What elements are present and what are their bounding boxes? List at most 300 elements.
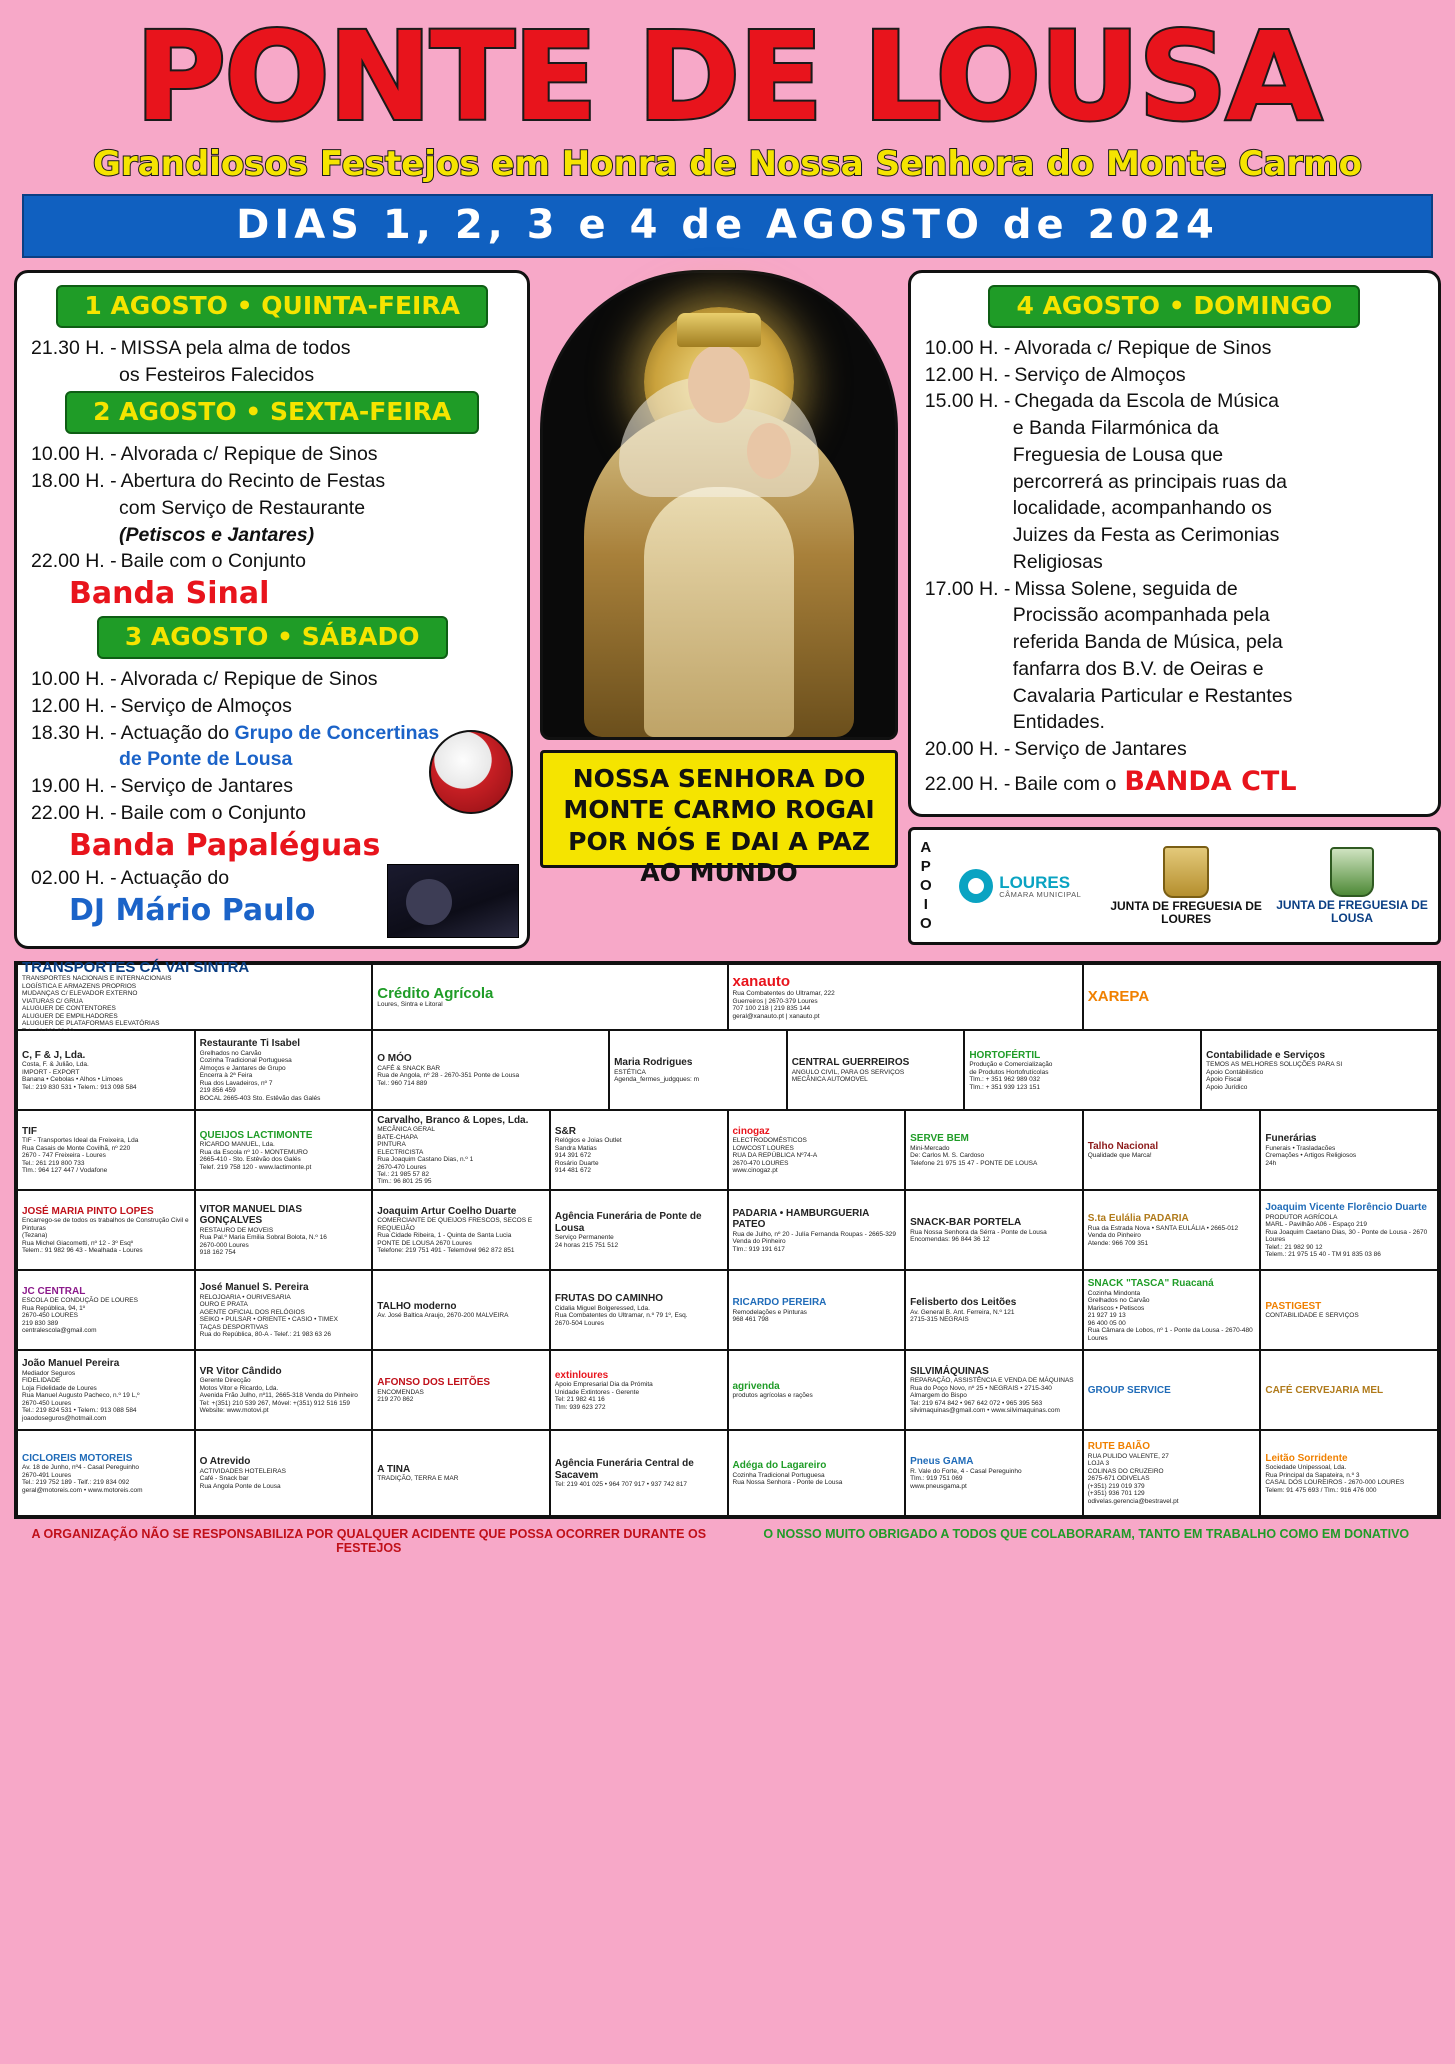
sponsor-ad: [729, 1191, 905, 1269]
sponsor-detail: Tlm.: 96 801 25 95: [377, 1178, 432, 1186]
sponsor-name: PADARIA • HAMBURGUERIA PATEO: [732, 1207, 869, 1231]
sponsor-detail: MARL - Pavilhão A06 - Espaço 219: [1265, 1221, 1368, 1229]
sponsor-detail: Rua dos Lavadeiros, nº 7: [199, 1079, 273, 1087]
sponsor-detail: MUDANÇAS C/ ELEVADOR EXTERNO: [22, 990, 138, 998]
sponsor-ad: [551, 1351, 727, 1429]
sponsor-ad: [196, 1111, 372, 1189]
sponsor-ad: [1084, 1431, 1260, 1515]
event-desc: MISSA pela alma de todos: [120, 337, 351, 359]
sponsor-detail: Mariscos • Petiscos: [1087, 1304, 1145, 1312]
event-desc: localidade, acompanhando os: [1012, 497, 1272, 520]
sponsor-detail: Av. General B. Ant. Ferreira, N.º 121: [910, 1308, 1015, 1316]
event-time: [925, 443, 1009, 469]
sponsor-detail: 219 830 389: [22, 1319, 59, 1327]
sponsor-detail: Rua Angola Ponte de Lousa: [199, 1482, 281, 1490]
program-right-column: [908, 270, 1441, 945]
sponsor-ad: [18, 1111, 194, 1189]
sponsor-detail: R. Vale do Forte, 4 - Casal Pereguinho: [910, 1467, 1022, 1475]
event-time: 20.00 H. -: [924, 738, 1011, 761]
sponsor-detail: ANGULO CIVIL, PARA OS SERVIÇOS: [791, 1068, 905, 1076]
sponsor-detail: Telem.: 91 982 96 43 - Mealhada - Loures: [22, 1247, 143, 1255]
event-item: [31, 801, 513, 827]
sponsor-ad: [18, 1271, 194, 1349]
sponsor-detail: Telem.: 21 975 15 40 - TM 91 835 03 86: [1265, 1250, 1381, 1258]
apoio-junta-loures: [1108, 846, 1264, 928]
sponsor-detail: Tel: 219 401 025 • 964 707 917 • 937 742 817: [554, 1481, 688, 1489]
sponsor-ad: [1084, 1351, 1260, 1429]
face-shape: [688, 345, 750, 423]
sponsor-name: RICARDO PEREIRA: [732, 1297, 827, 1309]
program-section: [14, 270, 1441, 949]
event-item: [925, 577, 1424, 603]
sponsor-detail: 24h: [1265, 1159, 1277, 1167]
event-time: [925, 416, 1009, 442]
dj-photo: [387, 864, 519, 938]
day-heading-3: 3 AGOSTO • SÁBADO: [97, 616, 448, 659]
sponsor-name: João Manuel Pereira: [22, 1358, 120, 1370]
sponsor-detail: (+351) 219 019 379: [1087, 1482, 1145, 1490]
event-item: [925, 710, 1424, 736]
footer-notes: [14, 1525, 1441, 1557]
sponsor-ad: [729, 1271, 905, 1349]
event-desc: Freguesia de Lousa que: [1012, 443, 1224, 466]
sponsor-detail: RUA DA REPÚBLICA Nº74-A: [732, 1152, 818, 1160]
event-desc: Alvorada c/ Repique de Sinos: [120, 668, 378, 691]
sponsor-detail: RUA PULIDO VALENTE, 27: [1087, 1452, 1169, 1460]
sponsor-detail: 96 400 05 00: [1087, 1319, 1126, 1327]
sponsor-name: Adéga do Lagareiro: [732, 1460, 827, 1472]
sponsor-name: TRANSPORTES CÁ VAI SINTRA: [22, 958, 250, 976]
sponsor-ad: [551, 1191, 727, 1269]
prayer-text: NOSSA SENHORA DO MONTE CARMO ROGAI POR NÓS E DAI A PAZ AO MUNDO: [540, 750, 897, 868]
sponsor-ad: [965, 1031, 1200, 1109]
sponsor-detail: Encomendas: 96 844 36 12: [910, 1236, 990, 1244]
sponsor-name: JC CENTRAL: [22, 1285, 86, 1297]
event-item: [31, 469, 513, 495]
sponsor-detail: COLINAS DO CRUZEIRO: [1087, 1467, 1164, 1475]
sponsor-ad: [18, 1031, 194, 1109]
sponsor-name: FRUTAS DO CAMINHO: [554, 1293, 664, 1305]
sponsor-detail: CONTABILIDADE E SERVIÇOS: [1265, 1312, 1359, 1320]
sponsor-detail: Unidade Extintores - Gerente: [554, 1388, 640, 1396]
sponsor-detail: Tel: 21 982 41 16: [554, 1396, 605, 1404]
sponsor-ad: [551, 1431, 727, 1515]
sponsor-ad: [906, 1431, 1082, 1515]
sponsor-detail: Tlm: 939 623 272: [554, 1403, 606, 1411]
sponsor-detail: Cozinha Mindonta: [1087, 1289, 1141, 1297]
sponsor-detail: joaodoseguros@hotmail.com: [22, 1414, 107, 1422]
event-desc: Abertura do Recinto de Festas: [120, 470, 386, 493]
event-item: [925, 416, 1424, 442]
sponsor-name: VR Vitor Cândido: [199, 1365, 282, 1377]
sponsor-detail: Rua Manuel Augusto Pacheco, n.º 19 L,º: [22, 1392, 140, 1400]
sponsor-name: Talho Nacional: [1087, 1140, 1159, 1152]
sponsor-detail: 968 461 798: [732, 1316, 769, 1324]
sponsor-detail: Tel.: 219 752 189 - Telf.: 219 834 092: [22, 1479, 130, 1487]
sponsor-name: SNACK "TASCA" Ruacaná: [1087, 1278, 1214, 1290]
apoio-entity-name: JUNTA DE FREGUESIA DE LOUSA: [1276, 897, 1428, 926]
sponsor-name: GROUP SERVICE: [1087, 1384, 1171, 1396]
sponsor-detail: Mediador Seguros: [22, 1369, 76, 1377]
event-desc: Alvorada c/ Repique de Sinos: [1014, 337, 1272, 359]
apoio-loures: [942, 869, 1098, 903]
sponsor-detail: Loures, Sintra e Litoral: [377, 1001, 443, 1009]
sponsor-detail: RESTAURO DE MOVEIS: [199, 1226, 274, 1234]
sponsor-name: agrivenda: [732, 1380, 780, 1392]
sponsor-ad: [196, 1431, 372, 1515]
sponsor-name: extinloures: [554, 1369, 609, 1381]
sponsor-detail: Telef. 219 758 120 - www.lactimonte.pt: [199, 1163, 312, 1171]
event-item: [31, 523, 513, 549]
event-time: [925, 684, 1009, 710]
event-item: [925, 737, 1424, 763]
sponsor-name: VITOR MANUEL DIAS GONÇALVES: [199, 1203, 303, 1227]
sponsor-detail: Loja Fidelidade de Loures: [22, 1384, 97, 1392]
event-desc: fanfarra dos B.V. de Oeiras e: [1012, 657, 1264, 680]
sponsor-detail: LOJA 3: [1087, 1460, 1110, 1468]
sponsor-name: QUEIJOS LACTIMONTE: [199, 1129, 313, 1141]
event-item: [925, 389, 1424, 415]
event-desc: Chegada da Escola de Música: [1014, 390, 1279, 413]
apoio-bar: [908, 827, 1441, 945]
sponsor-detail: Rua Combatentes do Ultramar, n.º 79 1º, Esq.: [554, 1312, 688, 1320]
sponsor-detail: Funerais • Trasladacões: [1265, 1144, 1336, 1152]
apoio-entity-sub: CÂMARA MUNICIPAL: [999, 890, 1082, 900]
event-time: 10.00 H. -: [31, 668, 117, 691]
sponsor-detail: Rua Combatentes do Ultramar, 222: [732, 990, 835, 998]
event-item: [31, 496, 513, 522]
sponsor-name: CENTRAL GUERREIROS: [791, 1057, 910, 1069]
sponsor-ad: [373, 1351, 549, 1429]
event-time: 15.00 H. -: [924, 390, 1011, 413]
event-desc: Procissão acompanhada pela: [1012, 604, 1270, 627]
sponsor-name: JOSÉ MARIA PINTO LOPES: [22, 1205, 154, 1217]
sponsor-name: Contabilidade e Serviços: [1206, 1049, 1326, 1061]
sponsor-detail: Telef.: 21 982 90 12: [1265, 1243, 1323, 1251]
event-desc: os Festeiros Falecidos: [119, 363, 315, 386]
event-item: [31, 336, 513, 362]
sponsor-detail: Telem: 91 475 693 / Tlm.: 916 476 000: [1265, 1486, 1377, 1494]
sponsor-detail: Apoio Jurídico: [1206, 1083, 1248, 1091]
sponsor-ad: [1202, 1031, 1437, 1109]
sponsor-detail: Rua do Poço Novo, nº 25 • NEGRAIS • 2715-340 Almargem do Bispo: [910, 1384, 1052, 1400]
sponsor-detail: TRANSPORTES NACIONAIS E INTERNACIONAIS: [22, 975, 172, 983]
sponsor-detail: Cozinha Tradicional Portuguesa: [732, 1471, 825, 1479]
sponsor-detail: Relógios e Joias Outlet: [554, 1137, 622, 1145]
sponsor-detail: 918 162 754: [199, 1249, 236, 1257]
sponsor-ad: [1261, 1191, 1437, 1269]
event-desc: Serviço de Jantares: [1014, 738, 1187, 761]
event-item: [31, 694, 513, 720]
sponsor-detail: Rua Joaquim Castano Dias, n.º 1: [377, 1156, 474, 1164]
sponsor-detail: 2675-671 ODIVELAS: [1087, 1475, 1150, 1483]
event-time: [925, 710, 1009, 736]
event-time: 18.00 H. -: [31, 470, 117, 493]
sponsor-name: Agência Funerária de Ponte de Lousa: [554, 1211, 702, 1234]
sponsor-ad: [373, 965, 726, 1029]
sponsor-ad: [373, 1031, 608, 1109]
sponsor-detail: produtos agrícolas e rações: [732, 1392, 813, 1400]
sponsor-detail: Rua Joaquim Caetano Dias, 30 - Ponte de Lousa - 2670 Loures: [1265, 1228, 1428, 1244]
sponsor-detail: 2670-000 Loures: [199, 1241, 249, 1249]
sponsor-name: Leitão Sorridente: [1265, 1452, 1348, 1464]
sponsor-detail: Agenda_fermes_judgques: m: [614, 1076, 699, 1084]
sponsor-detail: AGENTE OFICIAL DOS RELÓGIOS: [199, 1308, 305, 1316]
event-item: [925, 684, 1424, 710]
event-desc: Baile com o Conjunto: [120, 801, 306, 824]
sponsor-detail: RELOJOARIA • OURIVESARIA: [199, 1293, 291, 1301]
sponsor-detail: Tel: 219 674 842 • 967 642 072 • 965 395 563: [910, 1399, 1043, 1407]
sponsor-detail: TIF - Transportes Ideal da Freixeira, Lda: [22, 1137, 139, 1145]
sponsor-detail: Telefone: 219 751 491 - Telemóvel 962 872 851: [377, 1247, 515, 1255]
event-item: [925, 496, 1424, 522]
sponsor-detail: TEMOS AS MELHORES SOLUÇÕES PARA SI: [1206, 1061, 1343, 1069]
sponsor-ad: [196, 1191, 372, 1269]
sponsor-detail: Cozinha Tradicional Portuguesa: [199, 1057, 292, 1065]
sponsor-detail: silvimaquinas@gmail.com • www.silvimaquinas.com: [910, 1407, 1060, 1415]
event-item: [31, 667, 513, 693]
event-desc: Religiosas: [1012, 550, 1103, 573]
event-item: [31, 442, 513, 468]
sponsor-name: CICLOREIS MOTOREIS: [22, 1452, 133, 1464]
sponsor-detail: Tel.: 261 219 800 733: [22, 1159, 85, 1167]
sponsor-detail: Rua Câmara de Lobos, nº 1 - Ponte da Lousa - 2670-480 Loures: [1087, 1327, 1253, 1342]
sponsor-detail: Rua Nossa Senhora - Ponte de Lousa: [732, 1479, 843, 1487]
event-time: [925, 496, 1009, 522]
event-desc: Juizes da Festa as Cerimonias: [1012, 524, 1280, 547]
sponsor-detail: de Produtos Hortofrutícolas: [969, 1068, 1049, 1076]
day-heading-1: 1 AGOSTO • QUINTA-FEIRA: [56, 285, 488, 328]
sponsor-detail: 2670-491 Loures: [22, 1471, 72, 1479]
sponsor-detail: (Tezana): [22, 1232, 48, 1240]
event-time: 02.00 H. -: [31, 866, 117, 889]
sponsor-detail: De: Carlos M. S. Cardoso: [910, 1152, 985, 1160]
sponsor-name: Funerárias: [1265, 1133, 1317, 1145]
sponsor-detail: geral@motoreis.com • www.motoreis.com: [22, 1486, 143, 1494]
sponsor-detail: FIDELIDADE: [22, 1377, 61, 1385]
event-item: [925, 550, 1424, 576]
event-desc: Alvorada c/ Repique de Sinos: [120, 443, 378, 466]
event-item: [925, 630, 1424, 656]
event-time: 18.30 H. -: [31, 721, 117, 744]
sponsor-detail: Qualidade que Marca!: [1087, 1152, 1152, 1160]
sponsor-detail: 2670-470 Loures: [377, 1163, 427, 1171]
event-time: 19.00 H. -: [31, 775, 117, 798]
sponsor-detail: Apoio Contábilistico: [1206, 1068, 1264, 1076]
sponsor-detail: www.pneusgama.pt: [910, 1482, 967, 1490]
event-desc: Serviço de Jantares: [120, 775, 293, 798]
sponsor-detail: COMERCIANTE DE QUEIJOS FRESCOS, SECOS E REQUEIJÃO: [377, 1217, 533, 1232]
page-subtitle: Grandiosos Festejos em Honra de Nossa Senhora do Monte Carmo: [93, 144, 1362, 184]
sponsor-detail: ACTIVIDADES HOTELEIRAS: [199, 1467, 286, 1475]
sponsor-detail: 2670-450 Loures: [22, 1399, 72, 1407]
sponsor-detail: BOCAL 2665-403 Sto. Estêvão das Galés: [199, 1094, 321, 1102]
sponsor-detail: 24 horas 215 751 512: [554, 1241, 619, 1249]
sponsor-detail: ESCOLA DE CONDUÇÃO DE LOURES: [22, 1297, 138, 1305]
sponsor-detail: Tel.: 219 824 531 • Telem.: 913 088 584: [22, 1407, 137, 1415]
band-highlight-3: BANDA CTL: [1124, 765, 1297, 797]
band-highlight-2: Banda Papaléguas: [69, 827, 381, 863]
sponsor-name: O MÓO: [377, 1053, 412, 1065]
sponsor-detail: 219 856 459: [199, 1087, 236, 1095]
sponsor-detail: PRODUTOR AGRÍCOLA: [1265, 1213, 1338, 1221]
sponsor-detail: Motos Vitor e Ricardo, Lda.: [199, 1384, 279, 1392]
sponsor-name: PASTIGEST: [1265, 1300, 1322, 1312]
robe-inner-shape: [644, 487, 794, 737]
sponsor-ad: [729, 1431, 905, 1515]
sponsor-name: C, F & J, Lda.: [22, 1049, 86, 1061]
sponsor-name: cinogaz: [732, 1125, 770, 1137]
sponsor-ad: [906, 1111, 1082, 1189]
sponsor-detail: Av. 18 de Junho, nº4 - Casal Pereguinho: [22, 1464, 140, 1472]
event-time: 12.00 H. -: [31, 694, 117, 717]
sponsor-ad: [1084, 1191, 1260, 1269]
sponsor-detail: Serviço Permanente: [554, 1234, 614, 1242]
sponsor-detail: Mini-Mercado: [910, 1144, 950, 1152]
sponsor-detail: Café - Snack bar: [199, 1475, 249, 1483]
sponsor-ad: [18, 958, 371, 1029]
sponsor-detail: Rua Casais de Monte Covilhã, nº 220: [22, 1144, 131, 1152]
sponsor-detail: 2665-410 - Sto. Estêvão dos Galés: [199, 1156, 301, 1164]
sponsor-name: Joaquim Vicente Florêncio Duarte: [1265, 1202, 1427, 1214]
sponsor-detail: Website: www.motovi.pt: [199, 1407, 269, 1415]
sponsor-ad: [373, 1431, 549, 1515]
sponsor-detail: Rua Cidade Ribeira, 1 - Quinta de Santa Lucia: [377, 1232, 512, 1240]
sponsor-detail: SEIKO • PULSAR • ORIENTE • CASIO • TIMEX: [199, 1316, 338, 1324]
sponsor-name: HORTOFÉRTIL: [969, 1049, 1041, 1061]
sponsor-detail: Rua Nossa Senhora da Sérra - Ponte de Lousa: [910, 1228, 1047, 1236]
sponsor-detail: BATE-CHAPA: [377, 1133, 418, 1141]
loures-logo-icon: [959, 869, 993, 903]
sponsor-ad: [551, 1271, 727, 1349]
event-time: [925, 470, 1009, 496]
sponsor-ad: [18, 1351, 194, 1429]
sponsor-detail: IMPORT - EXPORT: [22, 1068, 80, 1076]
footer-thanks: O NOSSO MUITO OBRIGADO A TODOS QUE COLABORARAM, TANTO EM TRABALHO COMO EM DONATIVO: [763, 1527, 1410, 1542]
event-item: [925, 363, 1424, 389]
sponsor-detail: ALUGUER DE EMPILHADORES: [22, 1012, 118, 1020]
sponsor-name: O Atrevido: [199, 1456, 251, 1468]
sponsor-ad: [196, 1271, 372, 1349]
event-item: [925, 336, 1424, 362]
sponsor-detail: 219 270 862: [377, 1396, 414, 1404]
sponsor-name: A TINA: [377, 1463, 411, 1475]
event-desc: Baile com o Conjunto: [120, 550, 306, 573]
sponsor-detail: Encarrego-se de todos os trabalhos de Construção Civil e Pinturas: [22, 1217, 189, 1232]
apoio-entity-name: LOURES: [999, 873, 1071, 893]
sponsor-name: S&R: [554, 1125, 576, 1137]
sponsor-detail: Avenida Frão Julho, nº11, 2665-318 Venda do Pinheiro: [199, 1392, 358, 1400]
sponsor-detail: Tlm.: + 351 962 989 032: [969, 1076, 1040, 1084]
coat-of-arms-icon: [1163, 846, 1209, 898]
sponsor-detail: PONTE DE LOUSA 2670 Loures: [377, 1239, 472, 1247]
event-desc: percorrerá as principais ruas da: [1012, 470, 1287, 493]
event-time: 21.30 H. -: [31, 337, 117, 359]
sponsor-detail: 2670-450 LOURES: [22, 1312, 79, 1320]
sponsor-detail: Atende: 966 709 351: [1087, 1239, 1149, 1247]
sponsor-name: TIF: [22, 1125, 37, 1137]
event-desc: Actuação do: [120, 866, 230, 889]
event-item: [925, 603, 1424, 629]
saint-image: [540, 270, 897, 740]
child-figure: [747, 423, 791, 479]
sponsor-ad: [1261, 1431, 1437, 1515]
sponsor-detail: Sociedade Unipessoal, Lda.: [1265, 1464, 1347, 1472]
sponsor-name: Agência Funerária Central de Sacavem: [554, 1458, 694, 1481]
sponsor-detail: 707 100 218 | 219 835 144: [732, 1005, 811, 1013]
sponsor-detail: Rosário Duarte: [554, 1159, 599, 1167]
sponsor-detail: Cidalia Miguel Bolgeressed, Lda.: [554, 1304, 650, 1312]
sponsor-ad: [373, 1271, 549, 1349]
event-time: 22.00 H. -: [924, 772, 1011, 795]
sponsor-detail: 2670-470 LOURES: [732, 1159, 789, 1167]
sponsor-detail: geral@xanauto.pt | xanauto.pt: [732, 1012, 820, 1020]
sponsor-detail: Rua da Escola nº 10 - MONTEMURO: [199, 1148, 308, 1156]
event-item: [31, 549, 513, 575]
sponsor-name: XAREPA: [1087, 988, 1150, 1006]
sponsor-name: Maria Rodrigues: [614, 1057, 693, 1069]
sponsor-detail: Tlm.: 919 751 069: [910, 1475, 963, 1483]
program-middle-column: [540, 270, 897, 887]
dj-highlight: DJ Mário Paulo: [69, 893, 316, 929]
apoio-entity-name: JUNTA DE FREGUESIA DE LOURES: [1110, 898, 1262, 927]
sponsor-detail: ALUGUER DE PLATAFORMAS ELEVATÓRIAS: [22, 1020, 160, 1028]
sponsor-detail: Tel.: 21 985 57 82: [377, 1170, 429, 1178]
sponsor-ad: [18, 1191, 194, 1269]
sponsor-detail: Rua Principal da Sapateira, n.º 3: [1265, 1471, 1360, 1479]
poster: [0, 6, 1455, 2064]
sponsor-detail: 2670 - 747 Freixeira - Loures: [22, 1152, 106, 1160]
sponsor-name: Restaurante Ti Isabel: [199, 1038, 301, 1050]
event-time: [925, 630, 1009, 656]
sponsor-ad: [906, 1351, 1082, 1429]
event-time: [925, 603, 1009, 629]
sponsor-ad: [196, 1351, 372, 1429]
sponsor-name: S.ta Eulália PADARIA: [1087, 1213, 1189, 1225]
page-title: PONTE DE LOUSA: [134, 6, 1321, 148]
sponsor-ad: [373, 1111, 549, 1189]
sponsor-detail: Rua Michel Giacometti, nº 12 - 3º Esqº: [22, 1239, 134, 1247]
sponsor-detail: Grelhados no Carvão: [199, 1049, 262, 1057]
event-desc: referida Banda de Música, pela: [1012, 631, 1283, 654]
event-desc: Cavalaria Particular e Restantes: [1012, 684, 1293, 707]
sponsors-grid: [14, 958, 1441, 1519]
sponsor-detail: ALUGUER DE CONTENTORES: [22, 1005, 116, 1013]
sponsor-ad: [1261, 1111, 1437, 1189]
sponsor-ad: [196, 1031, 372, 1109]
sponsor-detail: Tlm.: + 351 939 123 151: [969, 1083, 1040, 1091]
sponsor-detail: Rua da Estrada Nova • SANTA EULÁLIA • 2665-012 Venda do Pinheiro: [1087, 1224, 1239, 1240]
event-desc: Entidades.: [1012, 711, 1105, 734]
event-item: [925, 657, 1424, 683]
program-card-right: [908, 270, 1441, 817]
saint-illustration: [543, 273, 894, 737]
sponsor-detail: Gerente Direcção: [199, 1377, 251, 1385]
sponsor-detail: Encerra à 2ª Feira: [199, 1072, 253, 1080]
day-heading-4: 4 AGOSTO • DOMINGO: [988, 285, 1360, 328]
sunday-event-list: [925, 336, 1424, 763]
sponsor-detail: Remodelações e Pinturas: [732, 1308, 807, 1316]
coat-of-arms-icon: [1330, 847, 1374, 897]
program-card-left: [14, 270, 530, 949]
event-desc: Serviço de Almoços: [120, 694, 292, 717]
event-desc: Serviço de Almoços: [1014, 363, 1186, 386]
sponsor-name: SNACK-BAR PORTELA: [910, 1217, 1022, 1229]
event-item: [925, 523, 1424, 549]
sponsor-ad: [729, 965, 1082, 1029]
sponsor-detail: CAFÉ & SNACK BAR: [377, 1064, 441, 1072]
sponsor-ad: [1261, 1351, 1437, 1429]
